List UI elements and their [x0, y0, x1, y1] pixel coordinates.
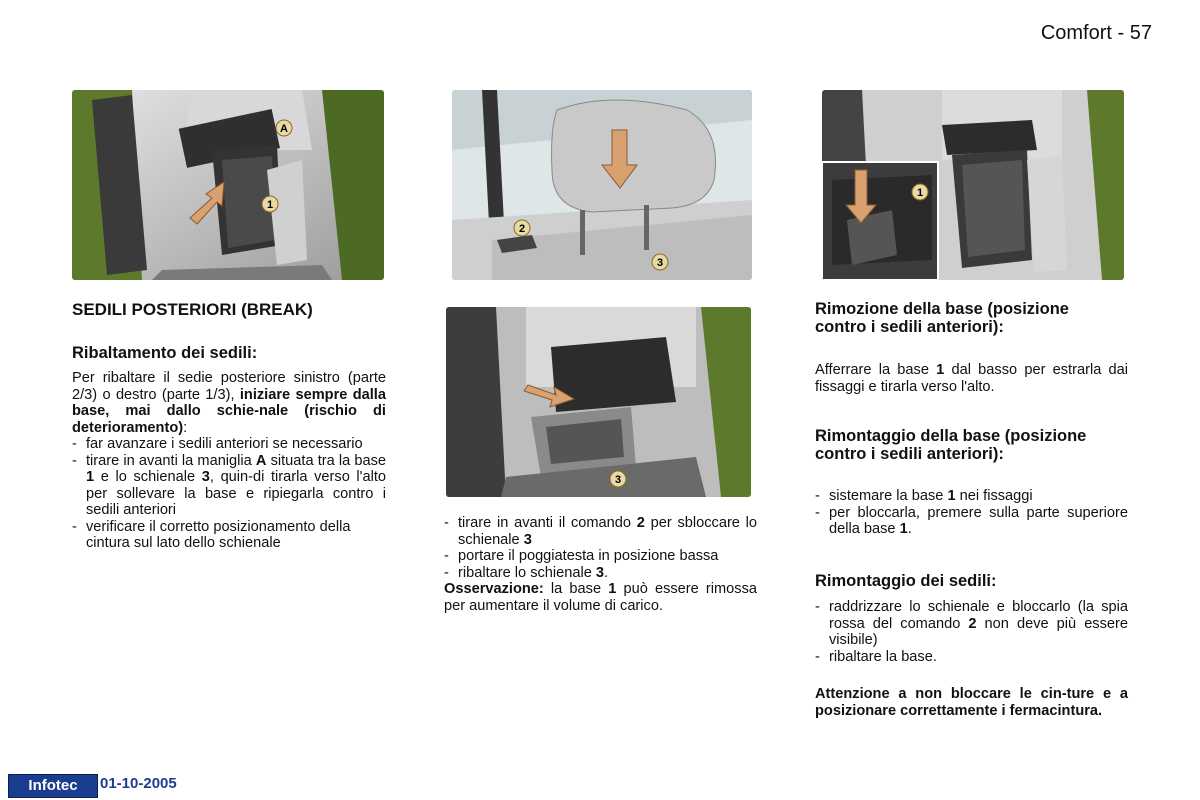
svg-text:1: 1: [266, 199, 274, 211]
list-item: [444, 565, 757, 582]
note-paragraph: [444, 581, 757, 614]
list-item: [815, 649, 1128, 666]
item-text: non deve più essere visibile): [829, 615, 1128, 648]
item-text: , quin-di tirarla verso l'alto per sollevare la base e ripiegarla contro i sedili anteriori: [86, 469, 386, 518]
body-text: dal basso per estrarla dai fissaggi e tirarla verso l'alto.: [815, 362, 1128, 395]
item-text: per bloccarla, premere sulla parte superiore della base: [829, 504, 1128, 537]
intro-end: :: [183, 419, 188, 436]
item-text: situata tra la base: [266, 452, 386, 469]
item-text: verificare il corretto posizionamento della cintura sul lato dello schienale: [86, 518, 351, 551]
subtitle-folding: Ribaltamento dei sedili:: [72, 344, 258, 362]
col2-body: [444, 515, 757, 614]
item-text: tirare in avanti il comando: [458, 515, 637, 531]
list-item: [444, 515, 757, 548]
base-refit-body: [815, 488, 1128, 538]
ref-1: 1: [947, 488, 956, 504]
list-item: [72, 453, 386, 519]
ref-3: 3: [595, 564, 605, 581]
ref-1: 1: [899, 521, 908, 537]
list-item: [72, 436, 386, 453]
svg-text:3: 3: [656, 257, 664, 269]
ref-2: 2: [968, 615, 977, 632]
label-callout-1: [262, 196, 278, 212]
header-separator: -: [1117, 22, 1125, 44]
item-text: ribaltare la base.: [829, 648, 937, 665]
label-callout-3: [652, 254, 668, 270]
body-text: Afferrare la base: [815, 362, 937, 378]
item-text: far avanzare i sedili anteriori se necessario: [86, 436, 363, 452]
item-text: tirare in avanti la maniglia: [86, 452, 256, 469]
section-title: Comfort: [1040, 22, 1112, 44]
ref-1: 1: [86, 469, 95, 485]
ref-a: A: [255, 452, 267, 469]
svg-text:2: 2: [518, 223, 526, 235]
label-callout-1b: [912, 184, 928, 200]
note-text: può essere rimossa per aumentare il volume di carico.: [444, 581, 758, 614]
page-header: [1041, 22, 1152, 45]
label-callout-2: [514, 220, 530, 236]
base-removal-paragraph: [815, 362, 1128, 395]
svg-text:A: A: [280, 123, 288, 135]
ref-3: 3: [523, 531, 532, 548]
list-item: [444, 548, 757, 565]
page-number: 57: [1129, 22, 1152, 44]
list-item: [815, 599, 1128, 649]
svg-text:3: 3: [614, 474, 622, 486]
intro-text: Per ribaltare il sedie posteriore sinistro (parte 2/3) o destro (parte 1/3),: [72, 370, 386, 403]
photo-seat-base-fold: [72, 90, 384, 280]
svg-text:1: 1: [916, 187, 924, 199]
note-text: la base: [543, 581, 609, 597]
instruction-list: [815, 599, 1128, 665]
item-text: nei fissaggi: [955, 488, 1033, 504]
photo-base-removal: [822, 90, 1124, 280]
intro-paragraph: [72, 370, 386, 436]
footer-date: 01-10-2005: [100, 775, 177, 792]
ref-1: 1: [936, 362, 945, 378]
label-callout-a: [276, 120, 292, 136]
item-text: .: [907, 521, 912, 537]
section-title-rear-seats: SEDILI POSTERIORI (BREAK): [72, 300, 313, 319]
list-item: [72, 519, 386, 552]
item-text: .: [604, 564, 609, 581]
ref-3: 3: [201, 469, 210, 485]
seat-refit-body: [815, 599, 1128, 665]
photo-headrest-lever: [452, 90, 752, 280]
instruction-list: [72, 436, 386, 552]
intro-warning: iniziare sempre dalla base, mai dallo schie-nale (rischio di deterioramento): [72, 386, 386, 436]
ref-1: 1: [608, 581, 617, 597]
heading-seat-refit: Rimontaggio dei sedili:: [815, 572, 997, 590]
ref-2: 2: [636, 515, 645, 531]
item-text: sistemare la base: [829, 488, 948, 504]
heading-base-removal: Rimozione della base (posizione contro i sedili anteriori):: [815, 300, 1069, 336]
heading-base-refit: Rimontaggio della base (posizione contro i sedili anteriori):: [815, 427, 1087, 463]
list-item: [815, 488, 1128, 505]
item-text: per sbloccare lo schienale: [458, 515, 758, 548]
item-text: ribaltare lo schienale: [458, 564, 596, 581]
item-text: portare il poggiatesta in posizione bassa: [458, 548, 719, 564]
instruction-list: [444, 515, 757, 581]
list-item: [815, 505, 1128, 538]
label-callout-3b: [610, 471, 626, 487]
photo-folded-seat: [446, 307, 751, 497]
infotec-logo: Infotec: [8, 774, 98, 798]
item-text: raddrizzare lo schienale e bloccarlo (la spia rossa del comando: [829, 599, 1128, 632]
warning-paragraph: Attenzione a non bloccare le cin-ture e a posizionare correttamente i fermacintura.: [815, 686, 1128, 719]
col1-body: [72, 370, 386, 552]
item-text: e lo schienale: [94, 469, 202, 485]
note-label: Osservazione:: [444, 581, 544, 597]
instruction-list: [815, 488, 1128, 538]
